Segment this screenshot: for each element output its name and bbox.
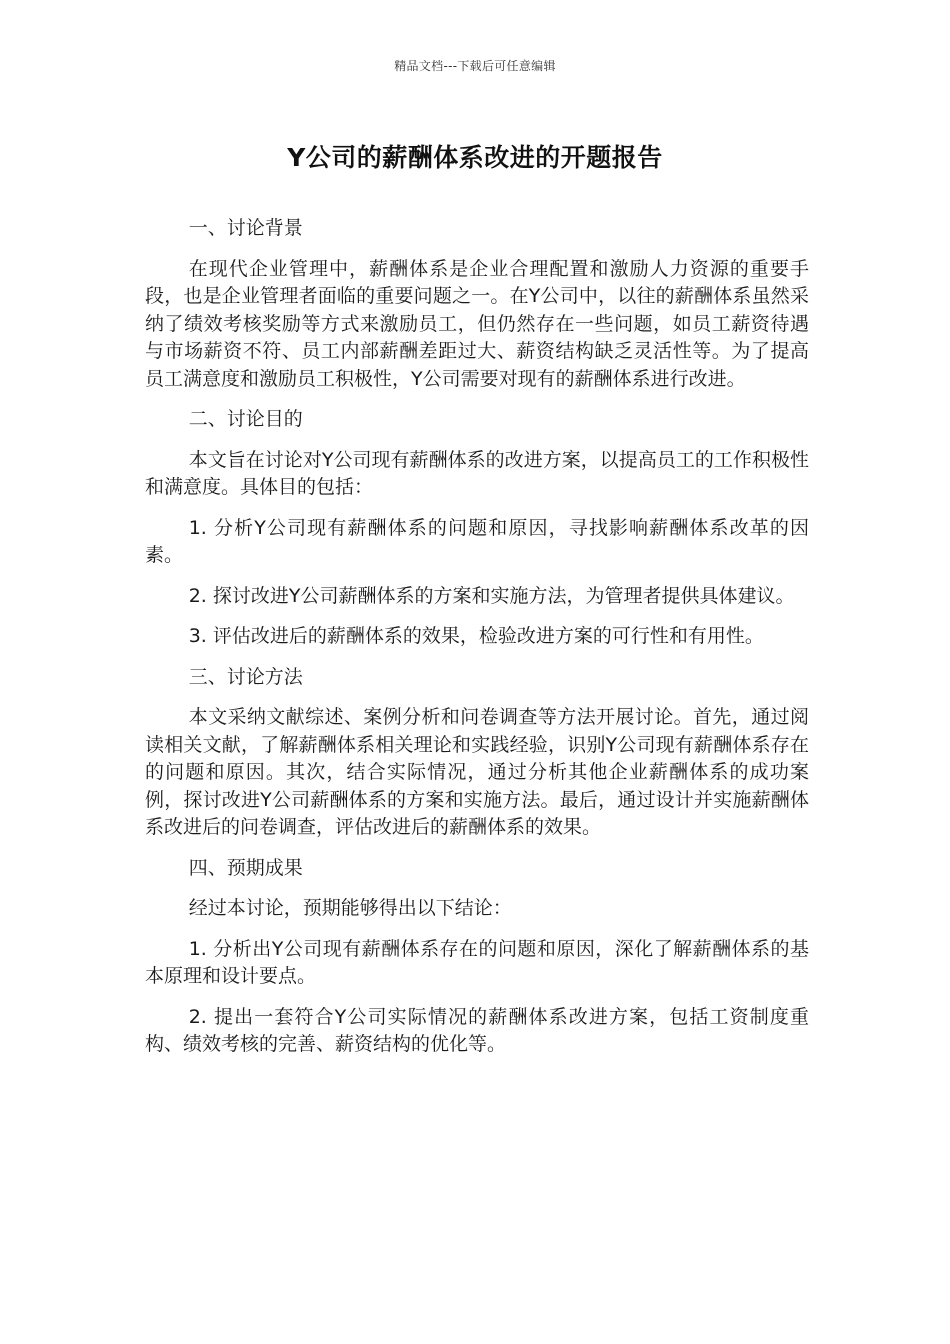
list-item-outcome-1: 1. 分析出Y公司现有薪酬体系存在的问题和原因，深化了解薪酬体系的基本原理和设计要点。 bbox=[145, 937, 809, 987]
document-title: Y公司的薪酬体系改进的开题报告 bbox=[287, 143, 663, 172]
section-heading-background: 一、讨论背景 bbox=[188, 217, 303, 239]
document-body bbox=[145, 215, 809, 1072]
list-item-outcome-2: 2. 提出一套符合Y公司实际情况的薪酬体系改进方案，包括工资制度重构、绩效考核的完善、薪资结构的优化等。 bbox=[145, 1005, 809, 1055]
section-heading-outcomes: 四、预期成果 bbox=[188, 856, 303, 879]
paragraph-method: 本文采纳文献综述、案例分析和问卷调查等方法开展讨论。首先，通过阅读相关文献，了解薪酬体系相关理论和实践经验，识别Y公司现有薪酬体系存在的问题和原因。其次，结合实际情况，通过分析其他企业薪酬体系的成功案例，探讨改进Y公司薪酬体系的方案和实施方法。最后，通过设计并实施薪酬体系改进后的问卷调查，评估改进后的薪酬体系的效果。 bbox=[145, 706, 809, 838]
header-note: 精品文档---下载后可任意编辑 bbox=[394, 59, 556, 73]
section-heading-purpose: 二、讨论目的 bbox=[188, 408, 303, 430]
paragraph-background: 在现代企业管理中，薪酬体系是企业合理配置和激励人力资源的重要手段，也是企业管理者面临的重要问题之一。在Y公司中，以往的薪酬体系虽然采纳了绩效考核奖励等方式来激励员工，但仍然存在一些问题，如员工薪资待遇与市场薪资不符、员工内部薪酬差距过大、薪资结构缺乏灵活性等。为了提高员工满意度和激励员工积极性，Y公司需要对现有的薪酬体系进行改进。 bbox=[145, 257, 809, 390]
list-item-purpose-2: 2. 探讨改进Y公司薪酬体系的方案和实施方法，为管理者提供具体建议。 bbox=[188, 584, 795, 607]
list-item-purpose-1: 1. 分析Y公司现有薪酬体系的问题和原因，寻找影响薪酬体系改革的因素。 bbox=[145, 516, 809, 566]
paragraph-purpose-intro: 本文旨在讨论对Y公司现有薪酬体系的改进方案，以提高员工的工作积极性和满意度。具体目的包括： bbox=[145, 448, 809, 498]
list-item-purpose-3: 3. 评估改进后的薪酬体系的效果，检验改进方案的可行性和有用性。 bbox=[188, 625, 764, 647]
section-heading-method: 三、讨论方法 bbox=[188, 665, 303, 688]
paragraph-outcomes-intro: 经过本讨论，预期能够得出以下结论： bbox=[188, 897, 512, 919]
